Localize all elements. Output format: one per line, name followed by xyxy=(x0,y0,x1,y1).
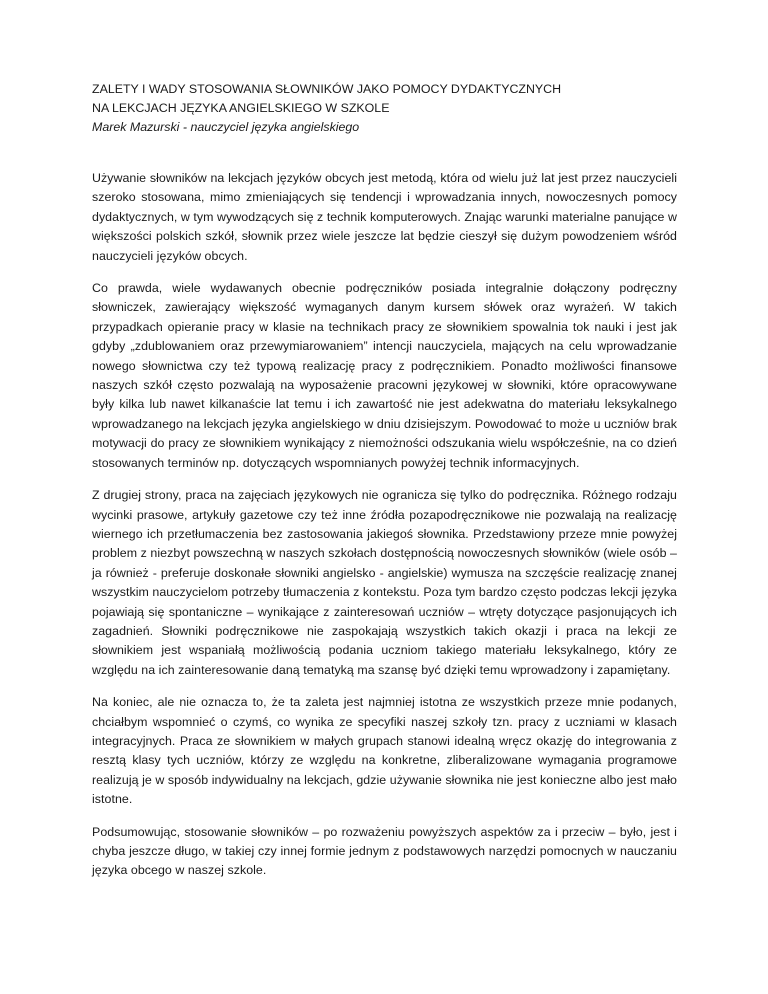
document-body xyxy=(92,169,677,881)
paragraph-1: Używanie słowników na lekcjach języków obcych jest metodą, która od wielu już lat jest przez nauczycieli szeroko stosowana, mimo zmieniających się tendencji i wprowadzania innych, nowoczesnych pomocy dydaktycznych, w tym wywodzących się z technik komputerowych. Znając warunki materialne panujące w większości polskich szkół, słownik przez wiele jeszcze lat będzie cieszył się dużym powodzeniem wśród nauczycieli języków obcych. xyxy=(92,171,677,263)
paragraph-5: Podsumowując, stosowanie słowników – po rozważeniu powyższych aspektów za i przeciw – było, jest i chyba jeszcze długo, w takiej czy innej formie jednym z podstawowych narzędzi pomocnych w nauczaniu języka obcego w naszej szkole. xyxy=(92,824,677,878)
paragraph-3: Z drugiej strony, praca na zajęciach językowych nie ogranicza się tylko do podręcznika. Różnego rodzaju wycinki prasowe, artykuły gazetowe czy też inne źródła pozapodręcznikowe nie pozwalają na realizację wiernego ich przetłumaczenia bez zastosowania jakiegoś słownika. Przedstawiony przeze mnie powyżej problem z niezbyt powszechną w naszych szkołach dostępnością nowoczesnych słowników (wiele osób – ja również - preferuje doskonałe słowniki angielsko - angielskie) wymusza na szczęście realizację znanej wszystkim nauczycielom potrzeby tłumaczenia z kontekstu. Poza tym bardzo często podczas lekcji języka pojawiają się spontaniczne – wynikające z zainteresowań uczniów – wtręty dotyczące pasjonujących ich zagadnień. Słowniki podręcznikowe nie zaspokajają wszystkich takich okazji i praca na lekcji ze słownikiem jest wspaniałą możliwością podania uczniom takiego materiału leksykalnego, który ze względu na ich zainteresowanie daną tematyką ma szansę być dzięki temu wprowadzony i zapamiętany. xyxy=(92,488,677,677)
author-line: Marek Mazurski - nauczyciel języka angielskiego xyxy=(92,120,360,134)
title-line-2: NA LEKCJACH JĘZYKA ANGIELSKIEGO W SZKOLE xyxy=(92,101,390,115)
paragraph-2: Co prawda, wiele wydawanych obecnie podręczników posiada integralnie dołączony podręczny słowniczek, zawierający większość wymaganych danym kursem słówek oraz wyrażeń. W takich przypadkach opieranie pracy w klasie na technikach pracy ze słownikiem spowalnia tok nauki i jest jak gdyby „zdublowaniem oraz przewymiarowaniem” intencji nauczyciela, mających na celu wprowadzanie nowego słownictwa czy też typową realizację pracy z podręcznikiem. Ponadto możliwości finansowe naszych szkół często pozwalają na wyposażenie pracowni językowej w słowniki, które opracowywane były kilka lub nawet kilkanaście lat temu i ich zawartość nie jest adekwatna do materiału leksykalnego wprowadzanego na lekcjach języka angielskiego w dniu dzisiejszym. Powodować to może u uczniów brak motywacji do pracy ze słownikiem wynikający z niemożności odszukania wielu współcześnie, na co dzień stosowanych terminów np. dotyczących wspomnianych powyżej technik informacyjnych. xyxy=(92,281,677,470)
document-page xyxy=(92,80,677,894)
title-line-1: ZALETY I WADY STOSOWANIA SŁOWNIKÓW JAKO POMOCY DYDAKTYCZNYCH xyxy=(92,82,562,96)
paragraph-4: Na koniec, ale nie oznacza to, że ta zaleta jest najmniej istotna ze wszystkich przeze mnie podanych, chciałbym wspomnieć o czymś, co wynika ze specyfiki naszej szkoły tzn. pracy z uczniami w klasach integracyjnych. Praca ze słownikiem w małych grupach stanowi idealną wręcz okazję do integrowania z resztą klasy tych uczniów, którzy ze względu na konkretne, zliberalizowane wymagania programowe realizują je w sposób indywidualny na lekcjach, gdzie używanie słownika nie jest konieczne albo jest mało istotne. xyxy=(92,695,677,807)
document-header xyxy=(92,80,677,137)
